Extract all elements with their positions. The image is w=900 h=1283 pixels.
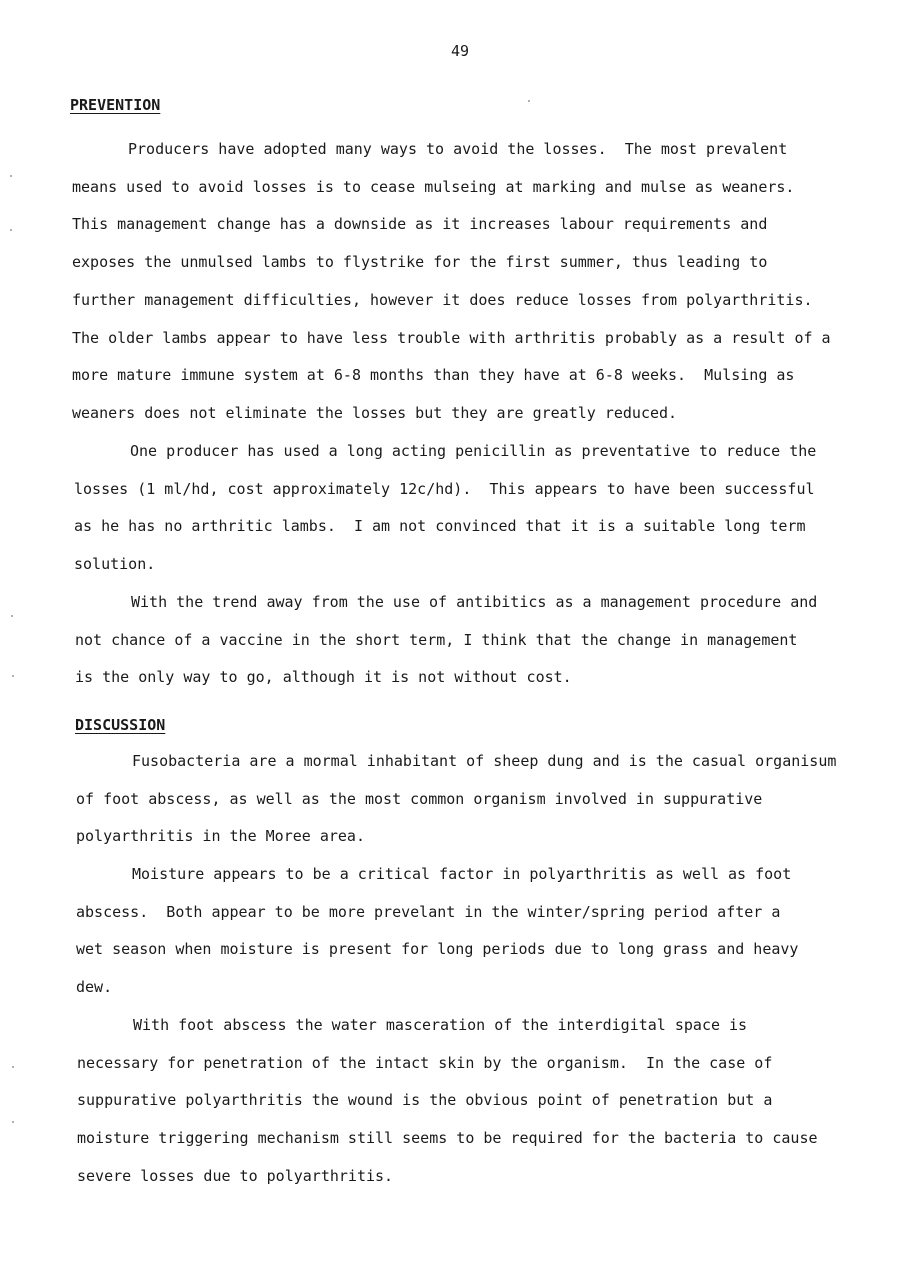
scan-speck [10,175,12,177]
text-line: not chance of a vaccine in the short term, I think that the change in management [75,630,798,649]
text-line: means used to avoid losses is to cease mulseing at marking and mulse as weaners. [72,177,795,196]
discussion-section [75,715,875,735]
text-line: dew. [76,978,113,997]
text-line: This management change has a downside as it increases labour requirements and [72,215,768,234]
text-line: losses (1 ml/hd, cost approximately 12c/hd). This appears to have been successful [74,479,815,498]
page-number: 49 [450,42,470,60]
text-line: solution. [74,555,156,574]
text-line: wet season when moisture is present for long periods due to long grass and heavy [76,940,799,959]
prevention-paragraph-1 [72,131,872,433]
scan-speck [11,615,13,617]
scan-speck [528,100,530,102]
prevention-paragraph-2 [74,433,874,584]
text-line: is the only way to go, although it is not without cost. [75,668,572,687]
text-line: exposes the unmulsed lambs to flystrike for the first summer, thus leading to [72,253,768,272]
text-line: more mature immune system at 6-8 months than they have at 6-8 weeks. Mulsing as [72,366,795,385]
text-line: as he has no arthritic lambs. I am not convinced that it is a suitable long term [74,517,806,536]
text-line: suppurative polyarthritis the wound is the obvious point of penetration but a [77,1091,773,1110]
section-heading: PREVENTION [70,96,161,114]
discussion-paragraph-2 [76,856,876,1007]
scan-speck [10,229,12,231]
text-line: The older lambs appear to have less trouble with arthritis probably as a result of a [72,328,831,347]
section-heading: DISCUSSION [75,716,166,734]
text-line: necessary for penetration of the intact skin by the organism. In the case of [77,1053,773,1072]
scan-speck [12,675,14,677]
text-line: Moisture appears to be a critical factor in polyarthritis as well as foot [132,865,792,883]
text-line: abscess. Both appear to be more prevelant in the winter/spring period after a [76,902,781,921]
text-line: Fusobacteria are a mormal inhabitant of sheep dung and is the casual organisum [132,752,837,770]
text-line: With the trend away from the use of antibitics as a management procedure and [131,593,818,611]
text-line: With foot abscess the water masceration of the interdigital space is [133,1016,748,1034]
text-line: weaners does not eliminate the losses but they are greatly reduced. [72,403,678,422]
text-line: severe losses due to polyarthritis. [77,1166,394,1185]
discussion-paragraph-3 [77,1007,877,1196]
discussion-paragraph-1 [76,743,876,856]
text-line: One producer has used a long acting penicillin as preventative to reduce the [130,442,817,460]
scan-speck [12,1066,14,1068]
prevention-paragraph-3 [75,584,875,697]
text-line: polyarthritis in the Moree area. [76,827,365,846]
text-line: of foot abscess, as well as the most common organism involved in suppurative [76,789,763,808]
prevention-section [70,95,870,115]
scan-speck [12,1121,14,1123]
text-line: further management difficulties, however it does reduce losses from polyarthritis. [72,290,813,309]
text-line: Producers have adopted many ways to avoid the losses. The most prevalent [128,140,788,158]
text-line: moisture triggering mechanism still seems to be required for the bacteria to cause [77,1129,818,1148]
